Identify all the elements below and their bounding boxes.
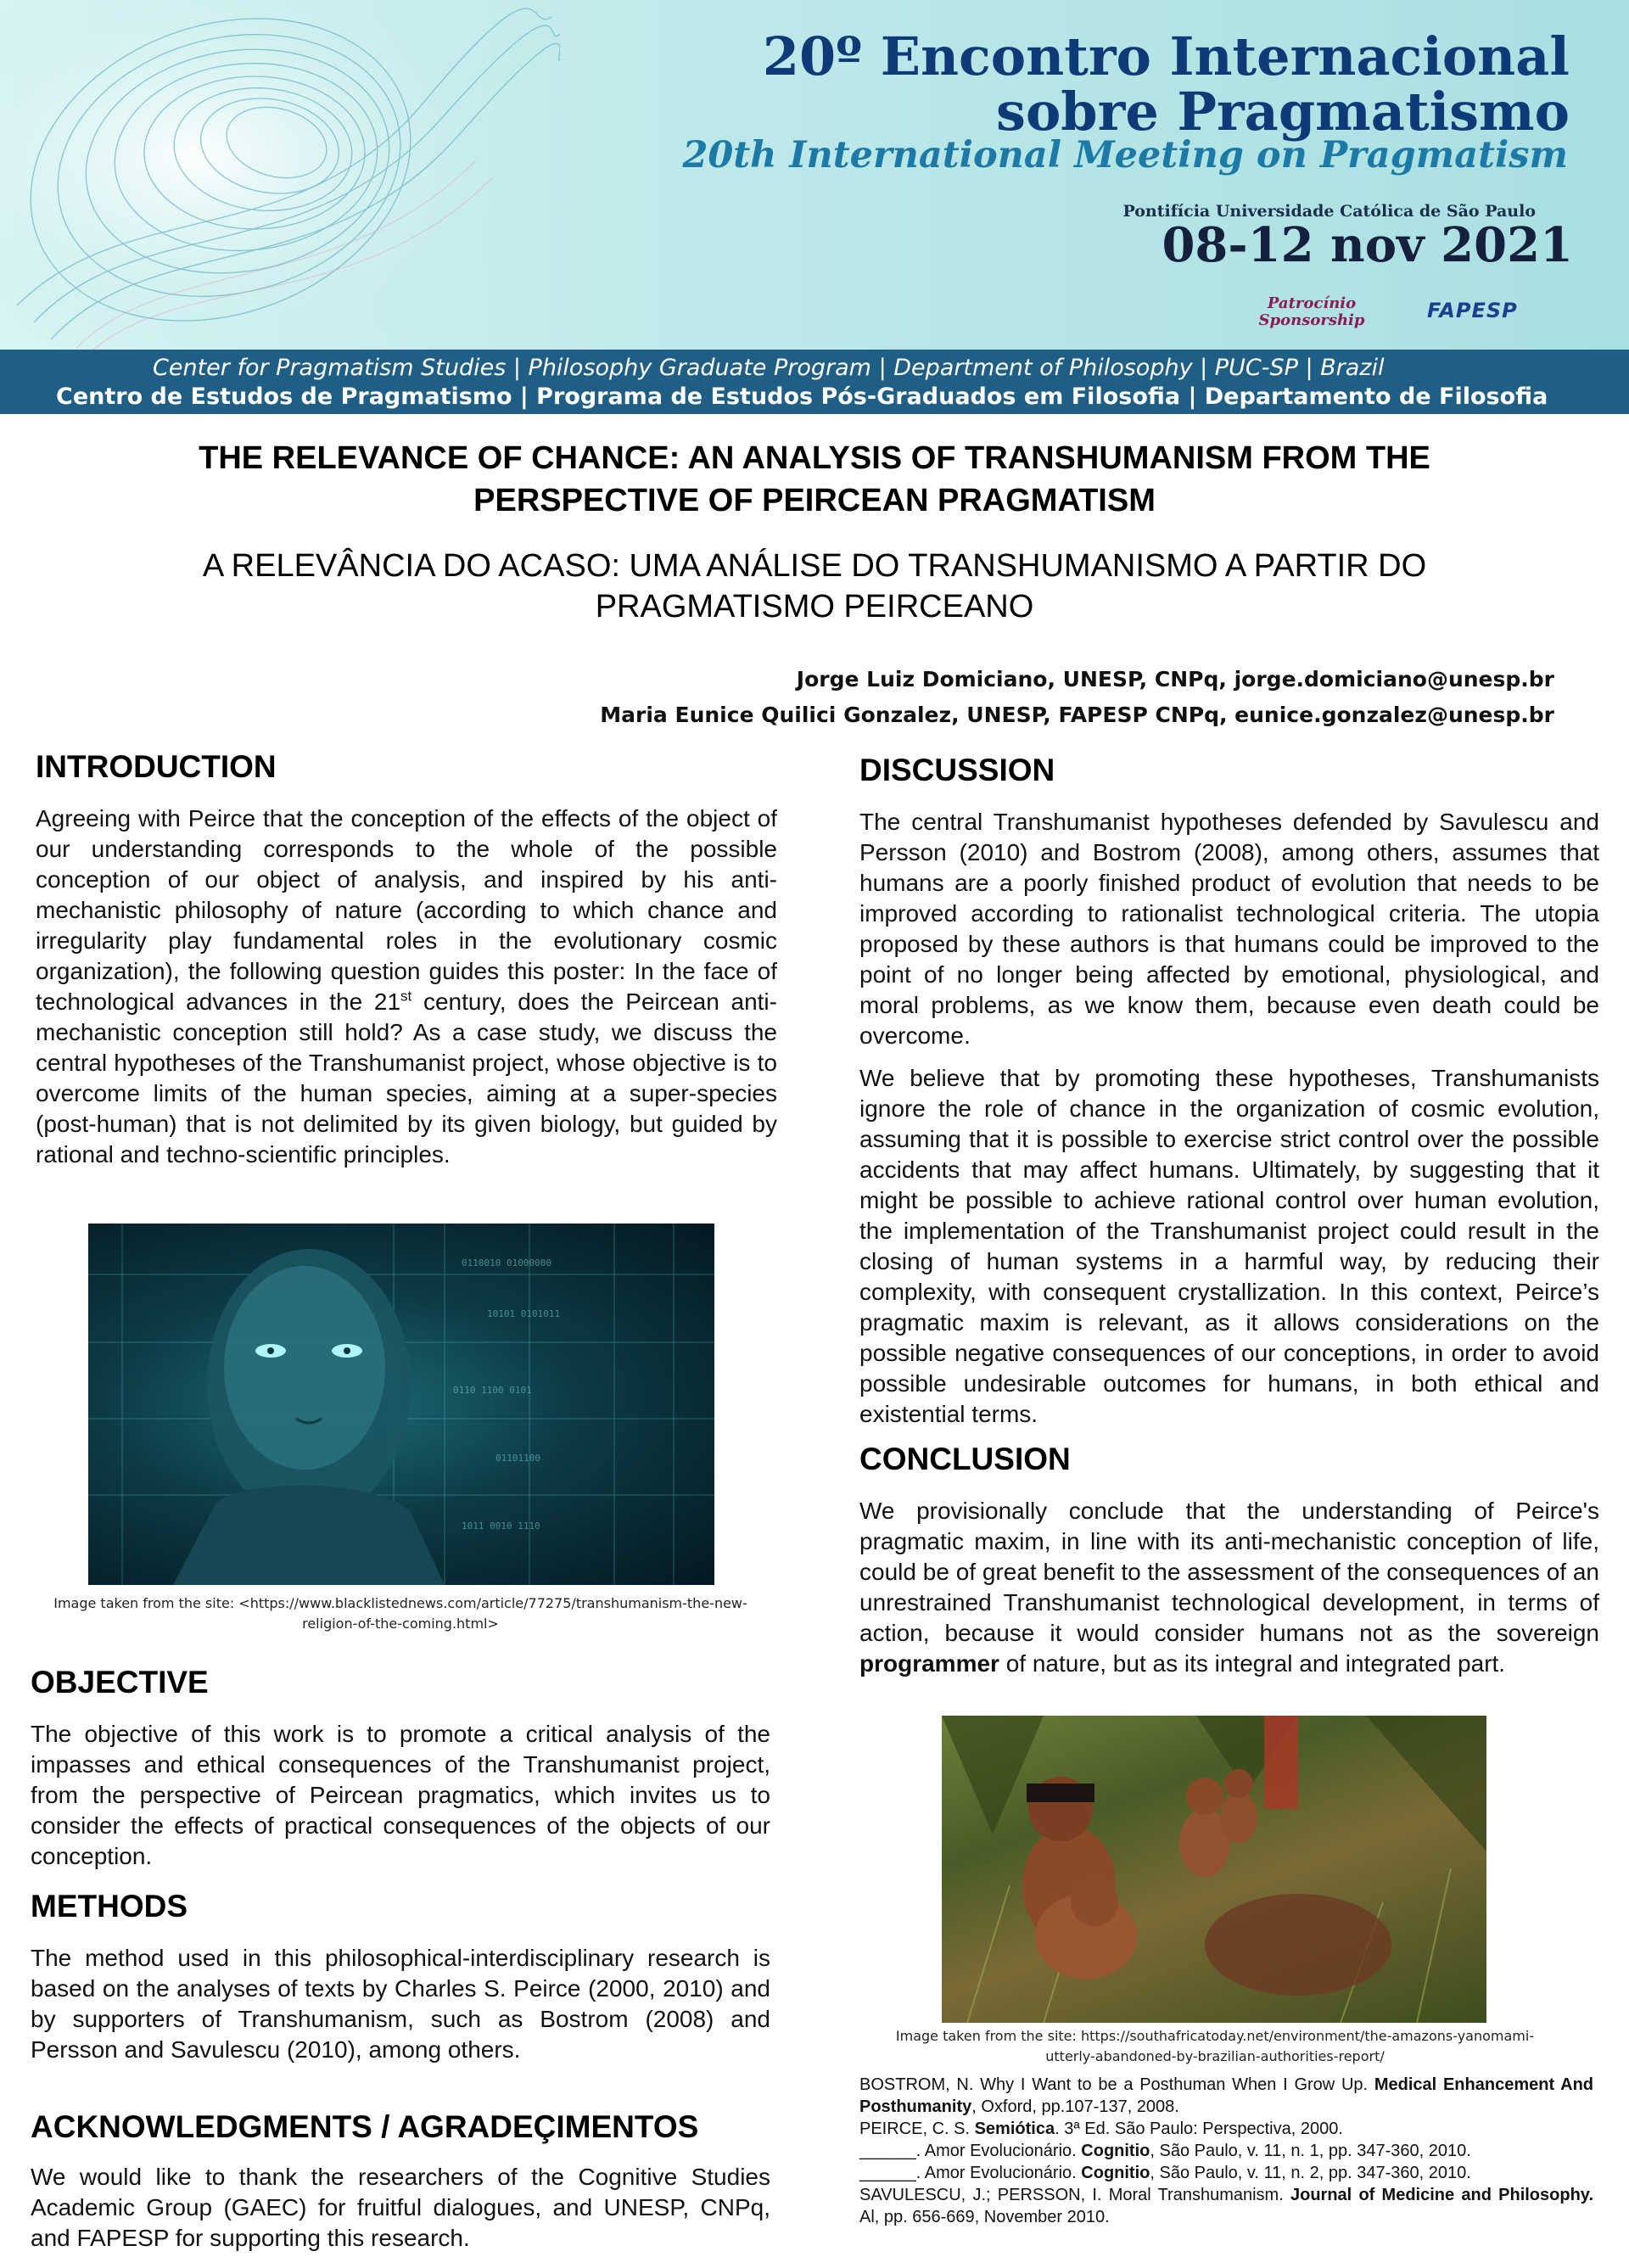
reference-item — [859, 2140, 1593, 2162]
svg-text:1011 0010 1110: 1011 0010 1110 — [462, 1520, 540, 1532]
reference-title: Journal of Medicine and Philosophy. — [1290, 2186, 1593, 2204]
banner-dates: 08-12 nov 2021 — [1162, 217, 1573, 273]
reference-text: ______. Amor Evolucionário. — [859, 2142, 1082, 2160]
reference-item — [859, 2162, 1593, 2184]
references-list — [859, 2074, 1593, 2228]
svg-text:01101100: 01101100 — [495, 1453, 540, 1464]
authors-block — [600, 662, 1554, 733]
acknowledgments-text: We would like to thank the researchers of the Cognitive Studies Academic Group (GAEC) for fruitful dialogues, and UNESP, CNPq, and FAPESP for supporting this research. — [31, 2164, 770, 2251]
svg-text:0110010 01000000: 0110010 01000000 — [462, 1257, 551, 1268]
poster-title-english: THE RELEVANCE OF CHANCE: AN ANALYSIS OF TRANSHUMANISM FROM THE PERSPECTIVE OF PEIRCEAN PRAGMATISM — [199, 440, 1430, 518]
discussion-heading: DISCUSSION — [859, 753, 1055, 787]
methods-heading: METHODS — [31, 1889, 188, 1924]
svg-text:0110 1100 0101: 0110 1100 0101 — [453, 1385, 532, 1396]
forest-people-illustration — [942, 1716, 1486, 2023]
strip-line-portuguese: Centro de Estudos de Pragmatismo | Programa de Estudos Pós-Graduados em Filosofia | Departamento de Filosofia — [56, 384, 1548, 410]
reference-item — [859, 2118, 1593, 2140]
banner-subtitle: 20th International Meeting on Pragmatism — [682, 134, 1568, 176]
transhumanism-image — [88, 1224, 714, 1585]
banner-university: Pontifícia Universidade Católica de São Paulo — [1122, 202, 1536, 221]
reference-details: , Oxford, pp.107-137, 2008. — [971, 2097, 1179, 2116]
objective-heading: OBJECTIVE — [31, 1665, 209, 1700]
reference-details: Al, pp. 656-669, November 2010. — [859, 2208, 1110, 2226]
introduction-text-a: Agreeing with Peirce that the conception of the effects of the object of our understanding corresponds to the whole of the possible conception of our object of analysis, and inspired by his anti-mechanistic philosophy of nature (according to which chance and irregularity play fundamental roles in the evolutionary cosmic organization), the following question guides this poster: In the face of technological advances in the 21 — [36, 805, 777, 1015]
banner-title-line2: sobre Pragmatismo — [996, 81, 1570, 143]
methods-text: The method used in this philosophical-interdisciplinary research is based on the analyses of texts by Charles S. Peirce (2000, 2010) and by supporters of Transhumanism, such as Bostrom (2008) and Persson and Savulescu (2010), among others. — [31, 1945, 770, 2063]
digital-face-illustration — [88, 1224, 714, 1585]
fapesp-logo: FAPESP — [1427, 299, 1518, 322]
introduction-superscript: st — [400, 988, 412, 1005]
reference-title: Medical Enhancement And Posthumanity — [859, 2075, 1593, 2116]
reference-details: , São Paulo, v. 11, n. 1, pp. 347-360, 2010. — [1150, 2142, 1471, 2160]
sponsor-label — [1218, 295, 1405, 329]
author-2: Maria Eunice Quilici Gonzalez, UNESP, FAPESP CNPq, eunice.gonzalez@unesp.br — [600, 703, 1554, 727]
acknowledgments-heading: ACKNOWLEDGMENTS / AGRADEÇIMENTOS — [31, 2109, 699, 2144]
author-1: Jorge Luiz Domiciano, UNESP, CNPq, jorge.domiciano@unesp.br — [796, 667, 1554, 692]
reference-title: Cognitio — [1081, 2164, 1150, 2182]
reference-text: BOSTROM, N. Why I Want to be a Posthuman When I Grow Up. — [859, 2075, 1374, 2094]
introduction-heading: INTRODUCTION — [36, 749, 277, 784]
conclusion-text-bold: programmer — [859, 1650, 999, 1677]
conclusion-text-a: We provisionally conclude that the understanding of Peirce's pragmatic maxim, in line with its anti-mechanistic conception of life, could be of great benefit to the assessment of the consequences of an unrestrained Transhumanist technological development, in terms of action, because it would consider humans not as the sovereign — [859, 1498, 1599, 1646]
image2-caption: Image taken from the site: https://southafricatoday.net/environment/the-amazons-yanomami-utterly-abandoned-by-brazilian-authorities-report/ — [895, 2028, 1535, 2064]
svg-text:10101 0101011: 10101 0101011 — [487, 1308, 561, 1319]
discussion-paragraph-2: We believe that by promoting these hypotheses, Transhumanists ignore the role of chance in the organization of cosmic evolution, assuming that it is possible to exercise strict control over the possible accidents that may affect humans. Ultimately, by suggesting that it might be possible to achieve rational control over human evolution, the implementation of the Transhumanist project could result in the closing of human systems in a harmful way, by reducing their complexity, with consequent crystallization. In this context, Peirce’s pragmatic maxim is relevant, as it allows considerations on the possible negative consequences of our conceptions, in order to avoid possible undesirable outcomes for humans, in both ethical and existential terms. — [859, 1065, 1599, 1427]
spiral-wireframe-art — [0, 0, 560, 350]
reference-details: . 3ª Ed. São Paulo: Perspectiva, 2000. — [1055, 2120, 1343, 2138]
introduction-text — [36, 804, 777, 1170]
reference-title: Cognitio — [1081, 2142, 1150, 2160]
introduction-text-b: century, does the Peircean anti-mechanistic conception still hold? As a case study, we discuss the central hypotheses of the Transhumanist project, whose objective is to overcome limits of the human species, aiming at a super-species (post-human) that is not delimited by its given biology, but guided by rational and techno-scientific principles. — [36, 988, 777, 1168]
strip-line-english: Center for Pragmatism Studies | Philosophy Graduate Program | Department of Philosophy | PUC-SP | Brazil — [153, 355, 1385, 381]
banner-strip — [0, 350, 1629, 414]
event-banner — [0, 0, 1629, 350]
sponsor-label-en: Sponsorship — [1258, 311, 1365, 329]
reference-text: PEIRCE, C. S. — [859, 2120, 975, 2138]
banner-title-line1: 20º Encontro Internacional — [762, 25, 1570, 87]
conclusion-heading: CONCLUSION — [859, 1442, 1071, 1476]
reference-title: Semiótica — [974, 2120, 1055, 2138]
conclusion-text — [859, 1496, 1599, 1679]
reference-details: , São Paulo, v. 11, n. 2, pp. 347-360, 2010. — [1150, 2164, 1471, 2182]
objective-text: The objective of this work is to promote a critical analysis of the impasses and ethical consequences of the Transhumanist project, from the perspective of Peircean pragmatics, which invites us to consider the effects of practical consequences of the objects of our conception. — [31, 1721, 770, 1869]
reference-text: ______. Amor Evolucionário. — [859, 2164, 1082, 2182]
reference-item — [859, 2184, 1593, 2228]
yanomami-photo — [942, 1716, 1486, 2023]
conclusion-text-b: of nature, but as its integral and integrated part. — [999, 1650, 1506, 1677]
discussion-paragraph-1: The central Transhumanist hypotheses defended by Savulescu and Persson (2010) and Bostrom (2008), among others, assumes that humans are a poorly finished product of evolution that needs to be improved according to rationalist technological criteria. The utopia proposed by these authors is that humans could be improved to the point of no longer being affected by emotional, physiological, and moral problems, as we know them, because even death could be overcome. — [859, 809, 1599, 1049]
poster-title-portuguese: A RELEVÂNCIA DO ACASO: UMA ANÁLISE DO TRANSHUMANISMO A PARTIR DO PRAGMATISMO PEIRCEANO — [202, 548, 1427, 624]
sponsor-label-pt: Patrocínio — [1267, 294, 1357, 312]
reference-text: SAVULESCU, J.; PERSSON, I. Moral Transhumanism. — [859, 2186, 1290, 2204]
image1-caption: Image taken from the site: <https://www.blacklistednews.com/article/77275/transhumanism-the-new-religion-of-the-coming.html> — [53, 1595, 747, 1632]
reference-item — [859, 2074, 1593, 2118]
